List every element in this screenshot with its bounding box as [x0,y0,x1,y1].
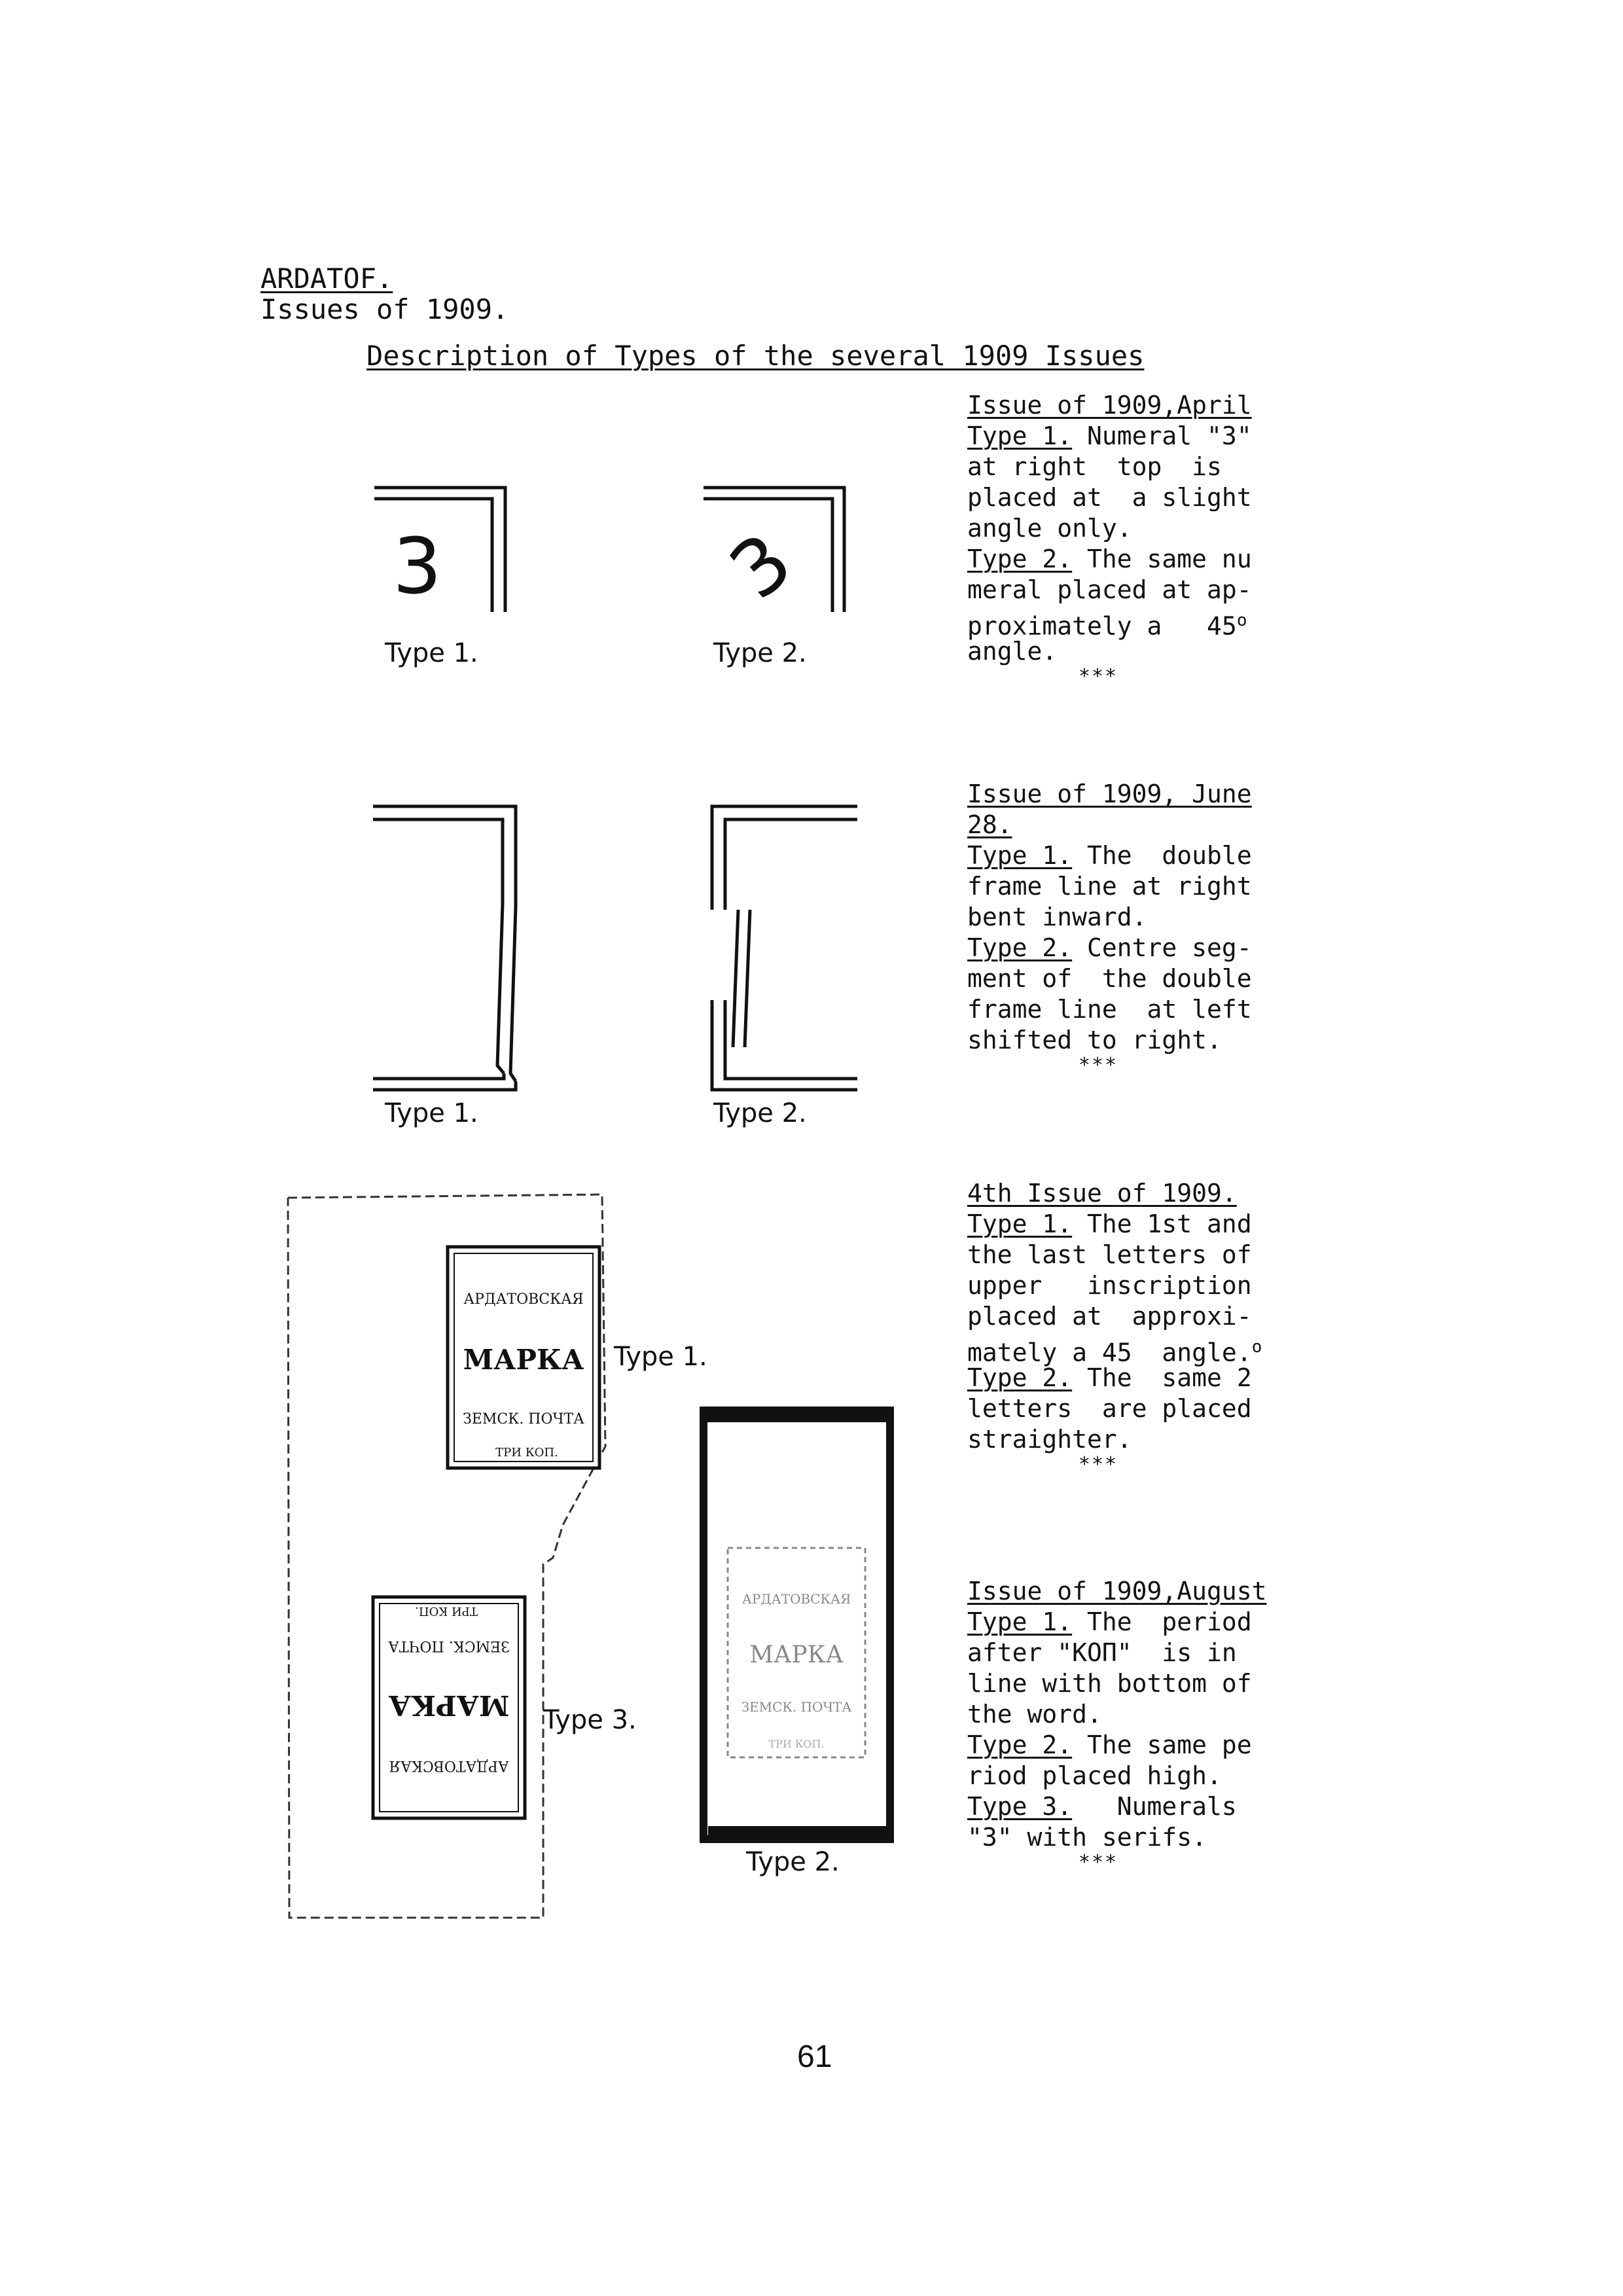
degree-mark: o [1236,611,1247,630]
section2-line-rest: The double [1072,841,1252,870]
section2-line: frame line at right [967,872,1252,901]
section4-line: Issue of 1909,August [967,1577,1267,1605]
section1-line: meral placed at ap- [967,575,1252,604]
faint-stamp-middle: МАРКА [749,1641,844,1668]
type-label-underlined: Type 1. [967,1210,1073,1238]
label-s3-type2: Type 2. [746,1847,840,1877]
section4-line-rest: The period [1072,1607,1252,1636]
shifted-frame-type2 [712,806,857,1090]
numeral-type1: 3 [393,521,442,611]
section4-line-rest: The same pe [1072,1731,1252,1759]
degree-mark: o [1251,1337,1262,1357]
section-divider-stars: *** [1078,1054,1118,1077]
issues-heading: Issues of 1909. [260,293,509,325]
section4-line: after "КОП" is in [967,1638,1237,1667]
type-label-underlined: Type 3. [967,1792,1073,1821]
section-divider-stars: *** [1078,1851,1118,1874]
section3-line: the last letters of [967,1240,1252,1269]
stamp-type3 [373,1597,525,1818]
section1-line: Issue of 1909,April [967,391,1252,420]
type-label-underlined: Type 1. [967,422,1073,450]
stamp-type2 [704,1410,890,1839]
section1-line: at right top is [967,452,1222,481]
type-label-underlined: Type 2. [967,933,1073,962]
label-s1-type2: Type 2. [713,638,807,668]
label-s2-type2: Type 2. [713,1098,807,1128]
label-s3-type1: Type 1. [614,1342,707,1372]
section2-line: bent inward. [967,903,1147,931]
section1-line: placed at a slight [967,483,1252,512]
section1-line-text: proximately a 45 [967,611,1237,641]
stamp-value: ТРИ КОП. [415,1604,478,1618]
section3-line: upper inscription [967,1271,1252,1300]
section2-line: ment of the double [967,964,1252,993]
section3-line-rest: The 1st and [1072,1210,1252,1238]
section1-line-rest: The same nu [1072,545,1252,573]
stamp-bottom-arc: ЗЕМСК. ПОЧТА [388,1638,510,1654]
bent-frame-type1 [373,806,516,1090]
section2-line-rest: Centre seg- [1072,933,1252,962]
section4-line: riod placed high. [967,1761,1222,1790]
faint-stamp-value: ТРИ КОП. [768,1738,825,1750]
label-s2-type1: Type 1. [385,1098,478,1128]
section3-line-text: mately a 45 angle. [967,1338,1252,1367]
place-heading: ARDATOF. [260,262,393,295]
section2-line: 28. [967,810,1012,839]
stamp-top-arc: АРДАТОВСКАЯ [389,1757,509,1774]
section1-line: angle. [967,637,1058,666]
section1-line: angle only. [967,514,1132,543]
stamp-value: ТРИ КОП. [495,1446,558,1460]
label-s1-type1: Type 1. [385,638,478,668]
section-divider-stars: *** [1078,1453,1118,1476]
section3-line: placed at approxi- [967,1302,1252,1331]
type-label-underlined: Type 2. [967,1731,1073,1759]
section3-line: 4th Issue of 1909. [967,1179,1237,1208]
page-number: 61 [797,2039,832,2074]
stamp-type1 [448,1247,599,1468]
section2-line: shifted to right. [967,1026,1222,1054]
stamp-middle-word: МАРКА [463,1344,584,1376]
type-label-underlined: Type 2. [967,545,1073,573]
faint-stamp-top-arc: АРДАТОВСКАЯ [741,1591,851,1607]
section2-line: frame line at left [967,995,1252,1024]
numeral-type2: 3 [713,516,809,617]
section3-line-rest: The same 2 [1072,1363,1252,1392]
stamp-bottom-arc: ЗЕМСК. ПОЧТА [463,1411,584,1427]
section4-line: the word. [967,1700,1102,1729]
section4-line-rest: Numerals [1072,1792,1237,1821]
section4-line: line with bottom of [967,1669,1252,1698]
section4-line: "3" with serifs. [967,1823,1207,1852]
section3-line: letters are placed [967,1394,1252,1423]
section2-line: Issue of 1909, June [967,780,1252,808]
stamp-top-arc: АРДАТОВСКАЯ [463,1291,584,1308]
section1-line-rest: Numeral "3" [1072,422,1252,450]
label-s3-type3: Type 3. [543,1705,637,1735]
description-title: Description of Types of the several 1909 Issues [366,340,1145,372]
faint-stamp-bottom-arc: ЗЕМСК. ПОЧТА [741,1699,852,1715]
section-divider-stars: *** [1078,665,1118,688]
type-label-underlined: Type 2. [967,1363,1073,1392]
stamp-middle-word: МАРКА [388,1689,510,1721]
type-label-underlined: Type 1. [967,841,1073,870]
type-label-underlined: Type 1. [967,1607,1073,1636]
section3-line: straighter. [967,1425,1132,1454]
